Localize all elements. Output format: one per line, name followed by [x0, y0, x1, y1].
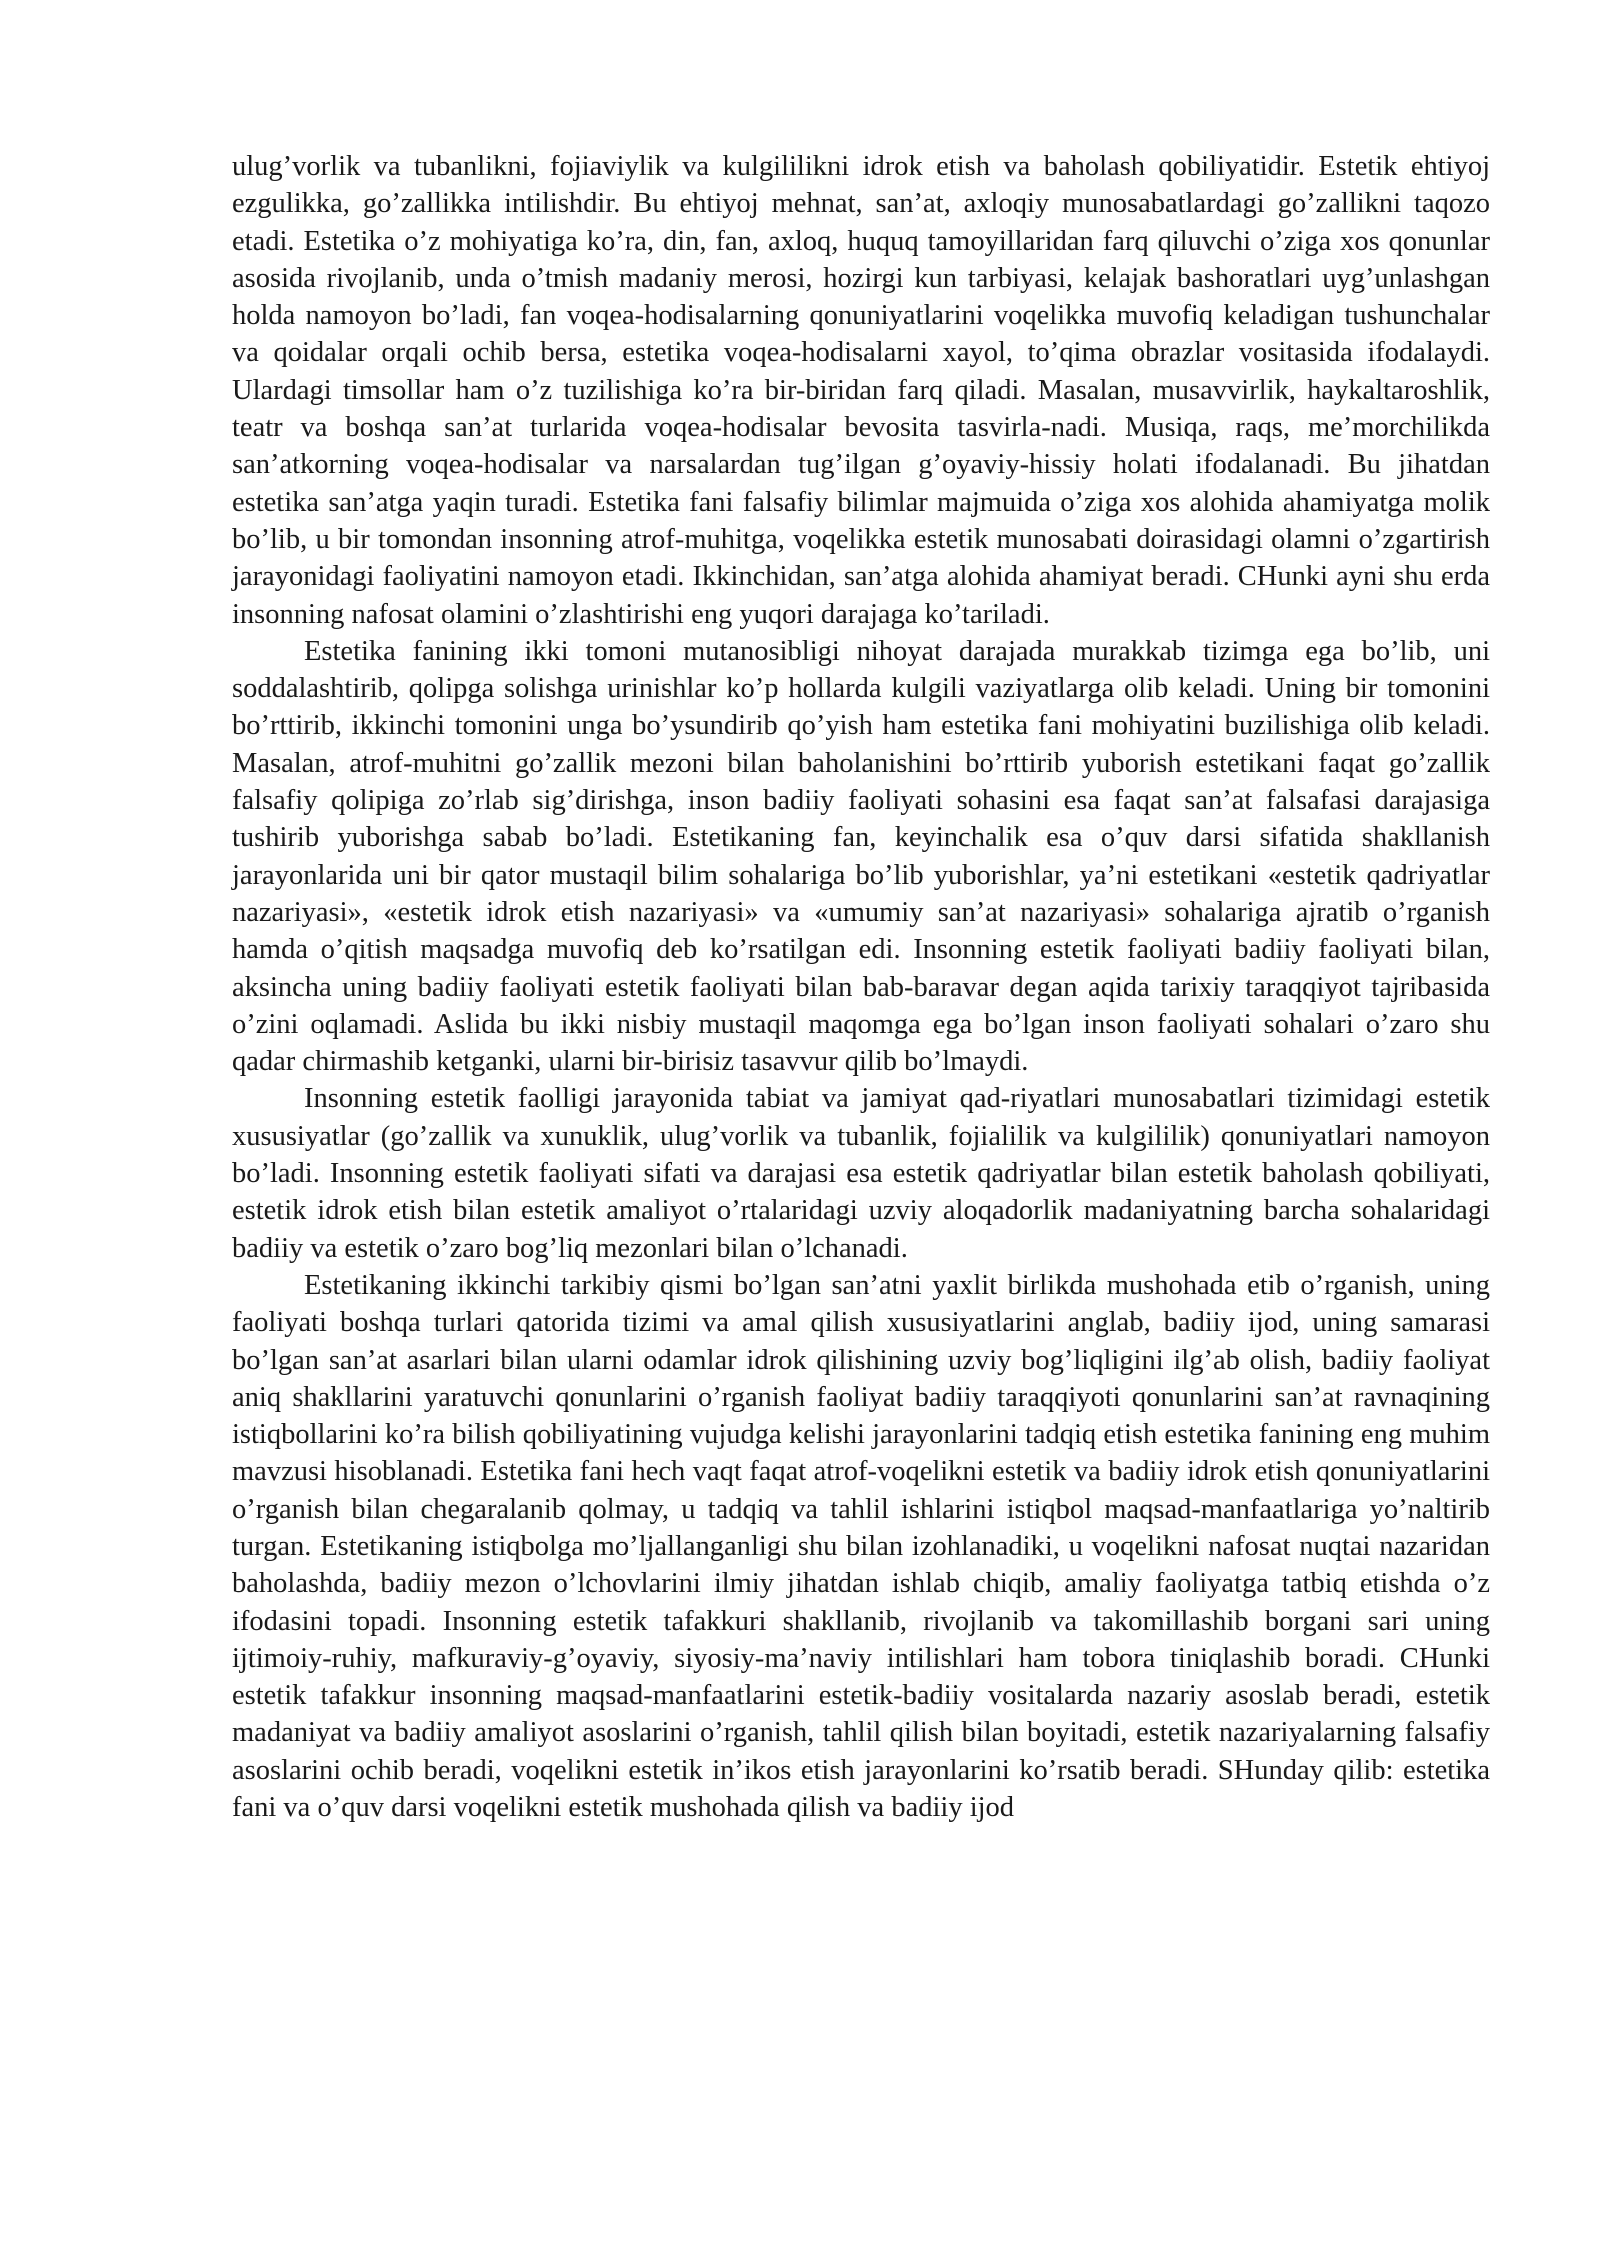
paragraph-4: Estetikaning ikkinchi tarkibiy qismi bo’lgan san’atni yaxlit birlikda mushohada etib o’rganish, uning faoliyati boshqa turlari qatorida tizimi va amal qilish xususiyatlarini anglab, badiiy ijod, uning samarasi bo’lgan san’at asarlari bilan ularni odamlar idrok qilishining uzviy bog’liqligini ilg’ab olish, badiiy faoliyat aniq shakllarini yaratuvchi qonunlarini o’rganish faoliyat badiiy taraqqiyoti qonunlarini san’at ravnaqining istiqbollarini ko’ra bilish qobiliyatining vujudga kelishi jarayonlarini tadqiq etish estetika fanining eng muhim mavzusi hisoblanadi. Estetika fani hech vaqt faqat atrof-voqelikni estetik va badiiy idrok etish qonuniyatlarini o’rganish bilan chegaralanib qolmay, u tadqiq va tahlil ishlarini istiqbol maqsad-manfaatlariga yo’naltirib turgan. Estetikaning istiqbolga mo’ljallanganligi shu bilan izohlanadiki, u voqelikni nafosat nuqtai nazaridan baholashda, badiiy mezon o’lchovlarini ilmiy jihatdan ishlab chiqib, amaliy faoliyatga tatbiq etishda o’z ifodasini topadi. Insonning estetik tafakkuri shakllanib, rivojlanib va takomillashib borgani sari uning ijtimoiy-ruhiy, mafkuraviy-g’oyaviy, siyosiy-ma’naviy intilishlari ham tobora tiniqlashib boradi. CHunki estetik tafakkur insonning maqsad-manfaatlarini estetik-badiiy vositalarda nazariy asoslab beradi, estetik madaniyat va badiiy amaliyot asoslarini o’rganish, tahlil qilish bilan boyitadi, estetik nazariyalarning falsafiy asoslarini ochib beradi, voqelikni estetik in’ikos etish jarayonlarini ko’rsatib beradi. SHunday qilib: estetika fani va o’quv darsi voqelikni estetik mushohada qilish va badiiy ijod: [232, 1269, 1490, 1824]
paragraph-2: Estetika fanining ikki tomoni mutanosibligi nihoyat darajada murakkab tizimga ega bo’lib, uni soddalashtirib, qolipga solishga urinishlar ko’p hollarda kulgili vaziyatlarga olib keladi. Uning bir tomonini bo’rttirib, ikkinchi tomonini unga bo’ysundirib qo’yish ham estetika fani mohiyatini buzilishiga olib keladi. Masalan, atrof-muhitni go’zallik mezoni bilan baholanishini bo’rttirib yuborish estetikani faqat go’zallik falsafiy qolipiga zo’rlab sig’dirishga, inson badiiy faoliyati sohasini esa faqat san’at falsafasi darajasiga tushirib yuborishga sabab bo’ladi. Estetikaning fan, keyinchalik esa o’quv darsi sifatida shakllanish jarayonlarida uni bir qator mustaqil bilim sohalariga bo’lib yuborishlar, ya’ni estetikani «estetik qadriyatlar nazariyasi», «estetik idrok etish nazariyasi» va «umumiy san’at nazariyasi» sohalariga ajratib o’rganish hamda o’qitish maqsadga muvofiq deb ko’rsatilgan edi. Insonning estetik faoliyati badiiy faoliyati bilan, aksincha uning badiiy faoliyati estetik faoliyati bilan bab-baravar degan aqida tarixiy taraqqiyot tajribasida o’zini oqlamadi. Aslida bu ikki nisbiy mustaqil maqomga ega bo’lgan inson faoliyati sohalari o’zaro shu qadar chirmashib ketganki, ularni bir-birisiz tasavvur qilib bo’lmaydi.: [232, 635, 1490, 1078]
document-page: [232, 148, 1490, 1826]
paragraph-1: ulug’vorlik va tubanlikni, fojiaviylik va kulgililikni idrok etish va baholash qobiliyatidir. Estetik ehtiyoj ezgulikka, go’zallikka intilishdir. Bu ehtiyoj mehnat, san’at, axloqiy munosabatlardagi go’zallikni taqozo etadi. Estetika o’z mohiyatiga ko’ra, din, fan, axloq, huquq tamoyillaridan farq qiluvchi o’ziga xos qonunlar asosida rivojlanib, unda o’tmish madaniy merosi, hozirgi kun tarbiyasi, kelajak bashoratlari uyg’unlashgan holda namoyon bo’ladi, fan voqea-hodisalarning qonuniyatlarini voqelikka muvofiq keladigan tushunchalar va qoidalar orqali ochib bersa, estetika voqea-hodisalarni xayol, to’qima obrazlar vositasida ifodalaydi. Ulardagi timsollar ham o’z tuzilishiga ko’ra bir-biridan farq qiladi. Masalan, musavvirlik, haykaltaroshlik, teatr va boshqa san’at turlarida voqea-hodisalar bevosita tasvirla-nadi. Musiqa, raqs, me’morchilikda san’atkorning voqea-hodisalar va narsalardan tug’ilgan g’oyaviy-hissiy holati ifodalanadi. Bu jihatdan estetika san’atga yaqin turadi. Estetika fani falsafiy bilimlar majmuida o’ziga xos alohida ahamiyatga molik bo’lib, u bir tomondan insonning atrof-muhitga, voqelikka estetik munosabati doirasidagi olamni o’zgartirish jarayonidagi faoliyatini namoyon etadi. Ikkinchidan, san’atga alohida ahamiyat beradi. CHunki ayni shu erda insonning nafosat olamini o’zlashtirishi eng yuqori darajaga ko’tariladi.: [232, 151, 1490, 630]
paragraph-3: Insonning estetik faolligi jarayonida tabiat va jamiyat qad-riyatlari munosabatlari tizimidagi estetik xususiyatlar (go’zallik va xunuklik, ulug’vorlik va tubanlik, fojialilik va kulgililik) qonuniyatlari namoyon bo’ladi. Insonning estetik faoliyati sifati va darajasi esa estetik qadriyatlar bilan estetik baholash qobiliyati, estetik idrok etish bilan estetik amaliyot o’rtalaridagi uzviy aloqadorlik madaniyatning barcha sohalaridagi badiiy va estetik o’zaro bog’liq mezonlari bilan o’lchanadi.: [232, 1083, 1490, 1264]
